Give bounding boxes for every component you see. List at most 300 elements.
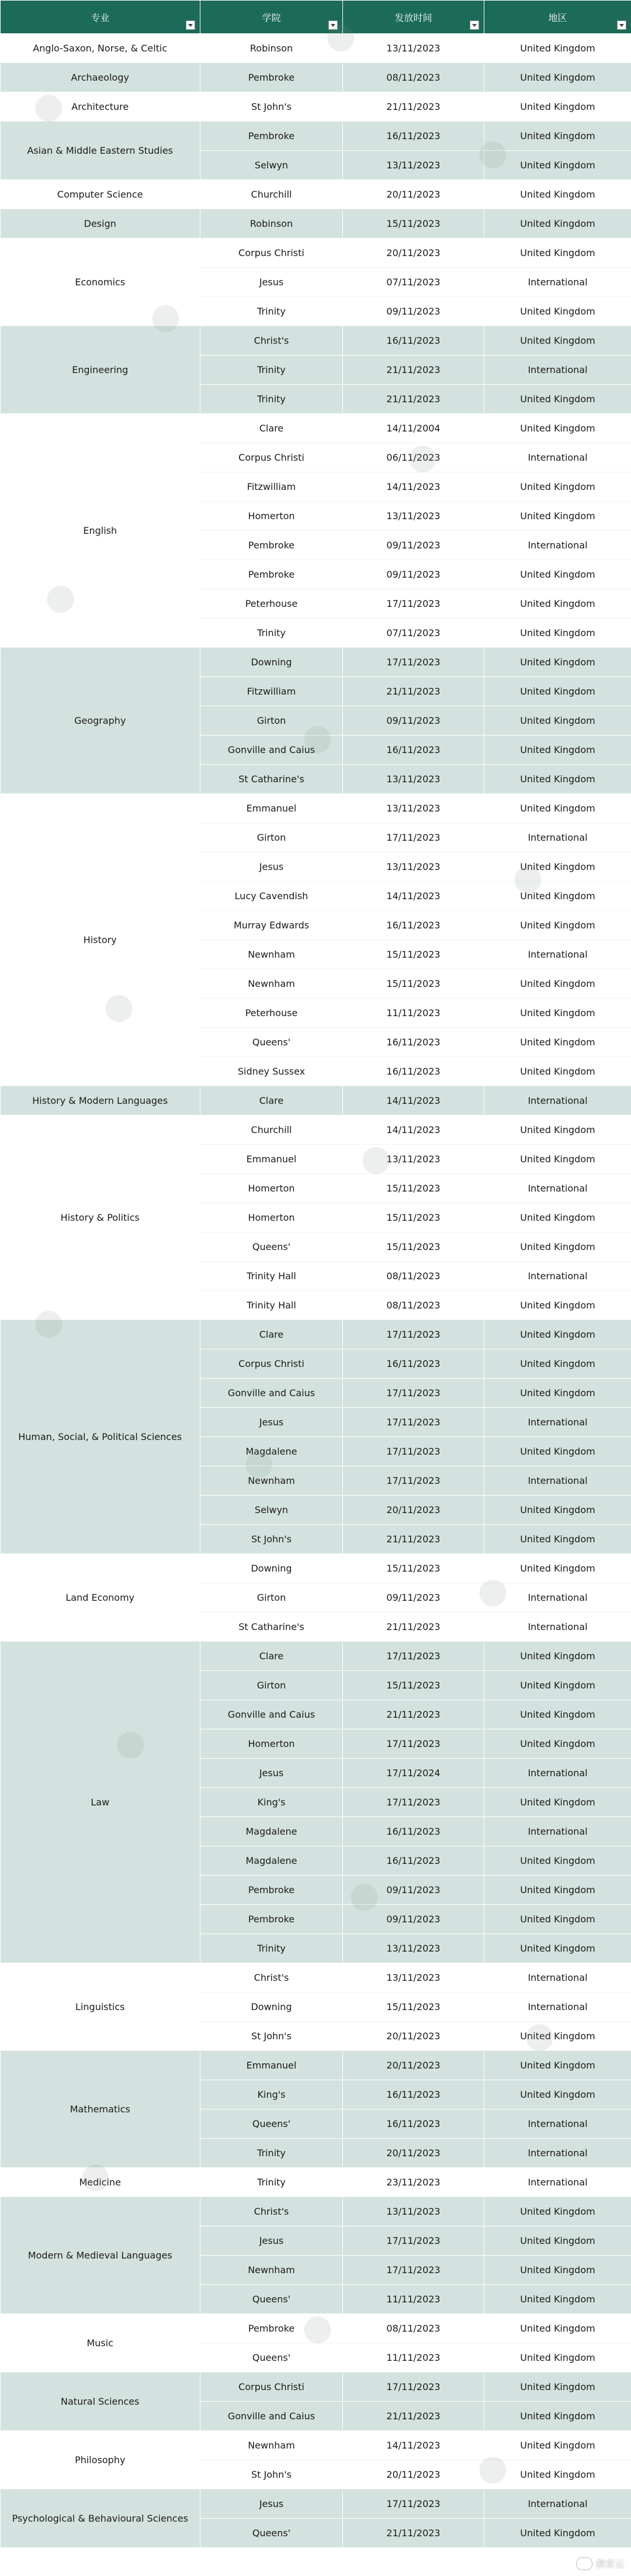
date-cell: 20/11/2023 [343,2022,484,2051]
region-cell: United Kingdom [484,560,631,589]
date-cell: 21/11/2023 [343,92,484,122]
college-cell: Newnham [200,2256,343,2285]
college-cell: Homerton [200,1203,343,1232]
region-cell: United Kingdom [484,2197,631,2226]
table-row [1,209,631,239]
major-cell: Design [1,209,200,239]
region-cell: United Kingdom [484,209,631,239]
college-cell: Girton [200,706,343,735]
date-cell: 13/11/2023 [343,794,484,823]
college-cell: Clare [200,1320,343,1349]
table-row [1,2314,631,2343]
date-cell: 23/11/2023 [343,2168,484,2197]
region-cell: United Kingdom [484,1203,631,1232]
region-cell: United Kingdom [484,1934,631,1963]
date-cell: 09/11/2023 [343,560,484,589]
date-cell: 07/11/2023 [343,619,484,648]
date-cell: 06/11/2023 [343,443,484,472]
date-cell: 16/11/2023 [343,911,484,940]
region-cell: United Kingdom [484,911,631,940]
date-cell: 08/11/2023 [343,63,484,92]
region-cell: International [484,1817,631,1846]
college-cell: St Catharine's [200,1612,343,1642]
date-cell: 17/11/2023 [343,2226,484,2256]
college-cell: Churchill [200,1116,343,1145]
region-cell: United Kingdom [484,2022,631,2051]
region-cell: United Kingdom [484,2285,631,2314]
date-cell: 13/11/2023 [343,34,484,63]
filter-dropdown-icon[interactable] [328,20,338,30]
region-cell: United Kingdom [484,1788,631,1817]
region-cell: United Kingdom [484,1437,631,1466]
region-cell: International [484,531,631,560]
region-cell: United Kingdom [484,1291,631,1320]
region-cell: United Kingdom [484,1671,631,1700]
table-row [1,1963,631,1993]
major-cell: Architecture [1,92,200,122]
college-cell: Corpus Christi [200,1349,343,1379]
region-cell: International [484,1262,631,1291]
date-cell: 14/11/2023 [343,472,484,502]
college-cell: Gonville and Caius [200,1379,343,1408]
college-cell: Selwyn [200,151,343,180]
table-row [1,2051,631,2080]
date-cell: 08/11/2023 [343,1291,484,1320]
college-cell: Homerton [200,1729,343,1759]
major-cell: Modern & Medieval Languages [1,2197,200,2314]
region-cell: United Kingdom [484,677,631,706]
major-cell: Land Economy [1,1554,200,1642]
date-cell: 17/11/2023 [343,589,484,619]
region-cell: United Kingdom [484,794,631,823]
date-cell: 17/11/2023 [343,1642,484,1671]
date-cell: 16/11/2023 [343,1846,484,1876]
date-cell: 15/11/2023 [343,969,484,999]
college-cell: Newnham [200,1466,343,1496]
college-cell: Queens' [200,1232,343,1262]
college-cell: Pembroke [200,122,343,151]
college-cell: Christ's [200,1963,343,1993]
header-college-label: 学院 [262,12,281,23]
region-cell: United Kingdom [484,2051,631,2080]
region-cell: United Kingdom [484,2460,631,2489]
college-cell: Corpus Christi [200,2373,343,2402]
region-cell: International [484,443,631,472]
date-cell: 13/11/2023 [343,1145,484,1174]
region-cell: United Kingdom [484,2256,631,2285]
date-cell: 13/11/2023 [343,852,484,882]
header-date[interactable] [343,1,484,34]
date-cell: 17/11/2023 [343,1466,484,1496]
college-cell: Pembroke [200,63,343,92]
date-cell: 16/11/2023 [343,1817,484,1846]
date-cell: 15/11/2023 [343,1232,484,1262]
wechat-bubble-icon [576,2557,592,2570]
region-cell: United Kingdom [484,1145,631,1174]
date-cell: 16/11/2023 [343,735,484,765]
region-cell: International [484,2139,631,2168]
table-body [1,34,631,2548]
table-row [1,122,631,151]
table-row [1,1116,631,1145]
region-cell: United Kingdom [484,122,631,151]
date-cell: 15/11/2023 [343,1174,484,1203]
date-cell: 21/11/2023 [343,677,484,706]
region-cell: United Kingdom [484,619,631,648]
college-cell: Gonville and Caius [200,1700,343,1729]
region-cell: United Kingdom [484,969,631,999]
region-cell: United Kingdom [484,648,631,677]
major-cell: Law [1,1642,200,1963]
college-cell: Trinity [200,297,343,326]
table-row [1,180,631,209]
major-cell: Computer Science [1,180,200,209]
major-cell: Engineering [1,326,200,414]
header-date-label: 发放时间 [394,12,432,23]
region-cell: International [484,1963,631,1993]
date-cell: 09/11/2023 [343,1583,484,1612]
header-row [1,1,631,34]
region-cell: United Kingdom [484,735,631,765]
major-cell: Philosophy [1,2431,200,2489]
date-cell: 09/11/2023 [343,1905,484,1934]
source-badge-label: 教育云 [595,2558,624,2570]
date-cell: 17/11/2024 [343,1759,484,1788]
college-cell: Murray Edwards [200,911,343,940]
college-cell: Sidney Sussex [200,1057,343,1086]
date-cell: 21/11/2023 [343,355,484,385]
date-cell: 20/11/2023 [343,1496,484,1525]
college-cell: Homerton [200,1174,343,1203]
region-cell: International [484,1408,631,1437]
table-row [1,648,631,677]
region-cell: United Kingdom [484,2373,631,2402]
college-cell: King's [200,1788,343,1817]
table-row [1,92,631,122]
region-cell: United Kingdom [484,34,631,63]
region-cell: United Kingdom [484,472,631,502]
date-cell: 13/11/2023 [343,2197,484,2226]
region-cell: United Kingdom [484,2080,631,2109]
college-cell: Trinity Hall [200,1262,343,1291]
college-cell: Corpus Christi [200,239,343,268]
college-cell: Peterhouse [200,589,343,619]
region-cell: International [484,823,631,852]
date-cell: 17/11/2023 [343,648,484,677]
header-college[interactable] [200,1,343,34]
college-cell: Girton [200,1583,343,1612]
region-cell: United Kingdom [484,2314,631,2343]
table-row [1,1320,631,1349]
region-cell: United Kingdom [484,1846,631,1876]
major-cell: Medicine [1,2168,200,2197]
table-row [1,2373,631,2402]
college-cell: Magdalene [200,1437,343,1466]
major-cell: History & Politics [1,1116,200,1320]
college-cell: Queens' [200,2519,343,2548]
region-cell: United Kingdom [484,1496,631,1525]
major-cell: Linguistics [1,1963,200,2051]
region-cell: United Kingdom [484,502,631,531]
major-cell: Asian & Middle Eastern Studies [1,122,200,180]
college-cell: Queens' [200,2343,343,2373]
region-cell: United Kingdom [484,1232,631,1262]
date-cell: 17/11/2023 [343,1729,484,1759]
college-cell: Homerton [200,502,343,531]
date-cell: 07/11/2023 [343,268,484,297]
college-cell: Emmanuel [200,1145,343,1174]
college-cell: Girton [200,1671,343,1700]
region-cell: International [484,1759,631,1788]
date-cell: 13/11/2023 [343,1963,484,1993]
source-badge [576,2557,624,2570]
college-cell: Gonville and Caius [200,2402,343,2431]
college-cell: St John's [200,92,343,122]
major-cell: English [1,414,200,648]
header-major[interactable] [1,1,200,34]
college-cell: Selwyn [200,1496,343,1525]
date-cell: 16/11/2023 [343,2080,484,2109]
college-cell: Emmanuel [200,794,343,823]
date-cell: 20/11/2023 [343,180,484,209]
date-cell: 21/11/2023 [343,1612,484,1642]
date-cell: 09/11/2023 [343,1876,484,1905]
college-cell: Girton [200,823,343,852]
table-row [1,794,631,823]
date-cell: 17/11/2023 [343,1379,484,1408]
date-cell: 11/11/2023 [343,2285,484,2314]
college-cell: Magdalene [200,1846,343,1876]
college-cell: Jesus [200,268,343,297]
college-cell: St John's [200,1525,343,1554]
table-row [1,326,631,355]
major-cell: History & Modern Languages [1,1086,200,1116]
region-cell: United Kingdom [484,1057,631,1086]
region-cell: United Kingdom [484,2431,631,2460]
college-cell: Emmanuel [200,2051,343,2080]
date-cell: 11/11/2023 [343,999,484,1028]
region-cell: United Kingdom [484,1525,631,1554]
college-cell: Peterhouse [200,999,343,1028]
college-cell: Trinity [200,355,343,385]
region-cell: United Kingdom [484,1729,631,1759]
college-cell: Jesus [200,2489,343,2519]
region-cell: International [484,940,631,969]
date-cell: 13/11/2023 [343,1934,484,1963]
date-cell: 20/11/2023 [343,2460,484,2489]
college-cell: King's [200,2080,343,2109]
region-cell: International [484,1086,631,1116]
college-cell: St John's [200,2022,343,2051]
college-cell: Downing [200,1554,343,1583]
college-cell: Jesus [200,852,343,882]
college-cell: Robinson [200,34,343,63]
college-cell: Downing [200,1993,343,2022]
region-cell: United Kingdom [484,1554,631,1583]
college-cell: Trinity [200,385,343,414]
date-cell: 17/11/2023 [343,1408,484,1437]
date-cell: 20/11/2023 [343,2139,484,2168]
college-cell: Trinity Hall [200,1291,343,1320]
region-cell: International [484,1466,631,1496]
college-cell: St Catharine's [200,765,343,794]
region-cell: International [484,2489,631,2519]
major-cell: Human, Social, & Political Sciences [1,1320,200,1554]
college-cell: Queens' [200,2109,343,2139]
date-cell: 11/11/2023 [343,2343,484,2373]
college-cell: Christ's [200,326,343,355]
header-region[interactable] [484,1,631,34]
region-cell: International [484,2168,631,2197]
region-cell: International [484,2109,631,2139]
filter-dropdown-icon[interactable] [186,20,195,30]
date-cell: 15/11/2023 [343,1554,484,1583]
region-cell: United Kingdom [484,765,631,794]
date-cell: 16/11/2023 [343,2109,484,2139]
region-cell: United Kingdom [484,852,631,882]
college-cell: Clare [200,1642,343,1671]
region-cell: United Kingdom [484,2343,631,2373]
region-cell: United Kingdom [484,2226,631,2256]
date-cell: 17/11/2023 [343,2373,484,2402]
region-cell: United Kingdom [484,1349,631,1379]
region-cell: United Kingdom [484,2402,631,2431]
date-cell: 16/11/2023 [343,1057,484,1086]
college-cell: Clare [200,1086,343,1116]
date-cell: 21/11/2023 [343,2519,484,2548]
major-cell: History [1,794,200,1086]
filter-dropdown-icon[interactable] [617,20,626,30]
header-region-label: 地区 [548,12,567,23]
date-cell: 17/11/2023 [343,2256,484,2285]
region-cell: United Kingdom [484,414,631,443]
region-cell: United Kingdom [484,1116,631,1145]
college-cell: Pembroke [200,531,343,560]
college-cell: Queens' [200,2285,343,2314]
region-cell: International [484,268,631,297]
table-row [1,2168,631,2197]
region-cell: United Kingdom [484,706,631,735]
college-cell: Pembroke [200,2314,343,2343]
date-cell: 17/11/2023 [343,1320,484,1349]
college-cell: St John's [200,2460,343,2489]
region-cell: United Kingdom [484,1028,631,1057]
region-cell: United Kingdom [484,1642,631,1671]
table-row [1,63,631,92]
date-cell: 14/11/2023 [343,1086,484,1116]
college-cell: Jesus [200,1759,343,1788]
date-cell: 08/11/2023 [343,1262,484,1291]
college-cell: Magdalene [200,1817,343,1846]
region-cell: United Kingdom [484,92,631,122]
date-cell: 09/11/2023 [343,297,484,326]
college-cell: Trinity [200,619,343,648]
date-cell: 14/11/2023 [343,2431,484,2460]
table-row [1,1086,631,1116]
table-row [1,239,631,268]
region-cell: United Kingdom [484,1876,631,1905]
date-cell: 17/11/2023 [343,2489,484,2519]
table-row [1,2431,631,2460]
date-cell: 16/11/2023 [343,1349,484,1379]
table-row [1,2489,631,2519]
college-cell: Lucy Cavendish [200,882,343,911]
college-cell: Pembroke [200,560,343,589]
date-cell: 14/11/2004 [343,414,484,443]
region-cell: International [484,355,631,385]
college-cell: Newnham [200,969,343,999]
college-cell: Queens' [200,1028,343,1057]
college-cell: Robinson [200,209,343,239]
major-cell: Music [1,2314,200,2373]
region-cell: United Kingdom [484,297,631,326]
major-cell: Economics [1,239,200,326]
date-cell: 15/11/2023 [343,1671,484,1700]
college-cell: Trinity [200,2168,343,2197]
region-cell: International [484,1583,631,1612]
college-cell: Trinity [200,1934,343,1963]
college-cell: Newnham [200,940,343,969]
date-cell: 21/11/2023 [343,1700,484,1729]
date-cell: 09/11/2023 [343,706,484,735]
date-cell: 20/11/2023 [343,239,484,268]
region-cell: United Kingdom [484,1379,631,1408]
region-cell: International [484,1174,631,1203]
region-cell: International [484,1993,631,2022]
date-cell: 15/11/2023 [343,209,484,239]
major-cell: Psychological & Behavioural Sciences [1,2489,200,2548]
date-cell: 21/11/2023 [343,385,484,414]
region-cell: United Kingdom [484,1700,631,1729]
date-cell: 21/11/2023 [343,1525,484,1554]
date-cell: 13/11/2023 [343,502,484,531]
table-row [1,1642,631,1671]
region-cell: United Kingdom [484,326,631,355]
region-cell: United Kingdom [484,385,631,414]
college-cell: Gonville and Caius [200,735,343,765]
date-cell: 16/11/2023 [343,122,484,151]
college-cell: Corpus Christi [200,443,343,472]
region-cell: United Kingdom [484,999,631,1028]
table-row [1,414,631,443]
date-cell: 20/11/2023 [343,2051,484,2080]
college-cell: Christ's [200,2197,343,2226]
region-cell: United Kingdom [484,1905,631,1934]
major-cell: Geography [1,648,200,794]
date-cell: 14/11/2023 [343,882,484,911]
table-row [1,1554,631,1583]
region-cell: United Kingdom [484,1320,631,1349]
college-cell: Newnham [200,2431,343,2460]
college-cell: Pembroke [200,1876,343,1905]
major-cell: Natural Sciences [1,2373,200,2431]
college-cell: Pembroke [200,1905,343,1934]
table-row [1,2197,631,2226]
date-cell: 13/11/2023 [343,765,484,794]
filter-dropdown-icon[interactable] [470,20,479,30]
major-cell: Anglo-Saxon, Norse, & Celtic [1,34,200,63]
region-cell: United Kingdom [484,151,631,180]
college-cell: Clare [200,414,343,443]
region-cell: United Kingdom [484,2519,631,2548]
college-cell: Fitzwilliam [200,677,343,706]
region-cell: United Kingdom [484,180,631,209]
date-cell: 17/11/2023 [343,1788,484,1817]
date-cell: 15/11/2023 [343,940,484,969]
table-row [1,34,631,63]
date-cell: 13/11/2023 [343,151,484,180]
college-cell: Fitzwilliam [200,472,343,502]
